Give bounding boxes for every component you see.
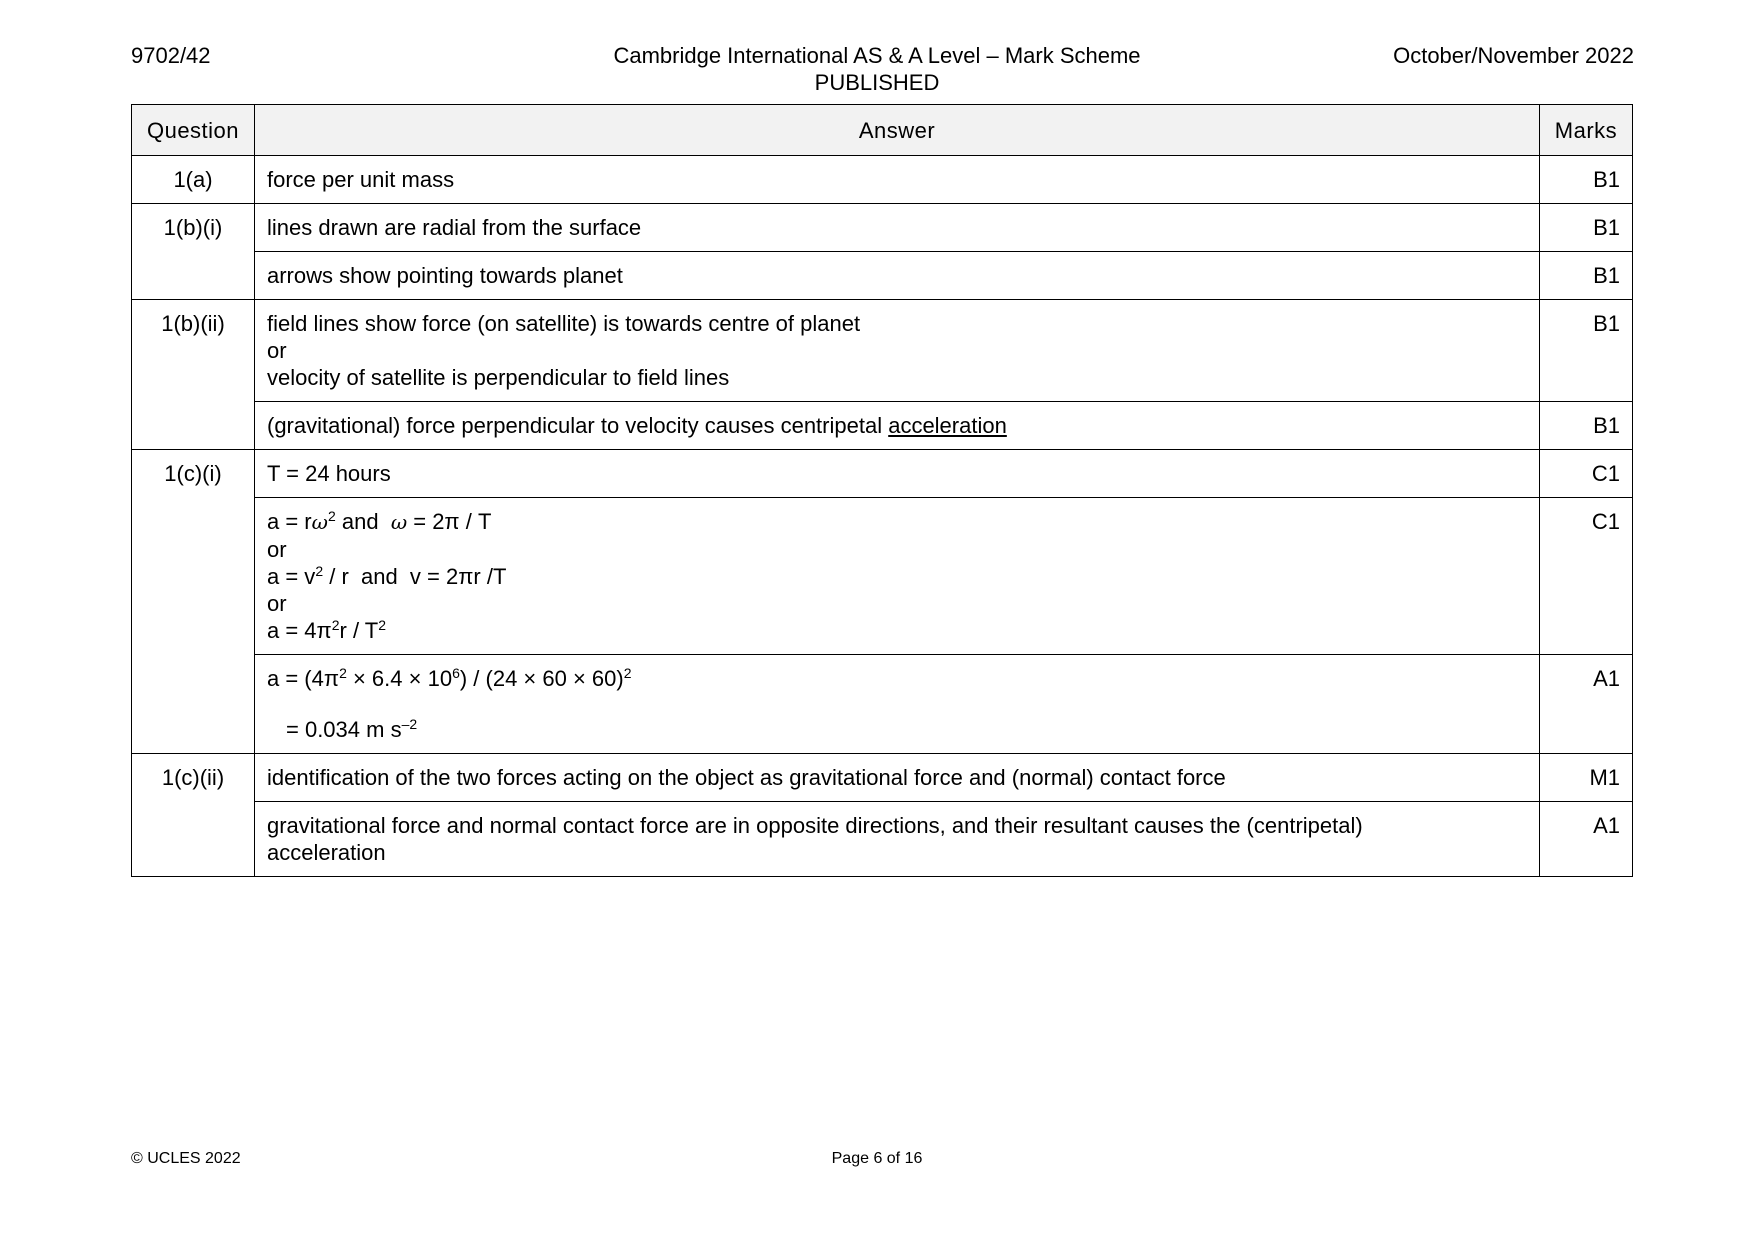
answer-column-header: Answer <box>255 105 1540 156</box>
mark-value: C1 <box>1540 450 1633 498</box>
mark-scheme-table <box>131 104 1633 877</box>
superscript: 2 <box>331 617 340 633</box>
table-row <box>132 655 1633 754</box>
equation-part: a = (4π <box>267 666 340 691</box>
equation-part: = 2π / T <box>407 509 492 534</box>
underlined-keyword: acceleration <box>888 413 1007 438</box>
mark-value: B1 <box>1540 204 1633 252</box>
table-header-row <box>132 105 1633 156</box>
equation-part: a = r <box>267 509 312 534</box>
superscript: –2 <box>401 716 418 732</box>
mark-value: M1 <box>1540 754 1633 802</box>
superscript: 2 <box>623 665 632 681</box>
question-number: 1(c)(i) <box>132 450 255 754</box>
equation-part: = 0.034 m s <box>286 717 402 742</box>
question-number: 1(a) <box>132 156 255 204</box>
question-column-header: Question <box>132 105 255 156</box>
mark-value: B1 <box>1540 156 1633 204</box>
equation-line <box>267 563 1527 590</box>
equation-part: r / T <box>339 618 379 643</box>
answer-line: acceleration <box>267 840 386 865</box>
answer-or: or <box>267 591 287 616</box>
mark-value: A1 <box>1540 802 1633 877</box>
table-row <box>132 204 1633 252</box>
equation-part: ) / (24 × 60 × 60) <box>459 666 624 691</box>
equation-line <box>267 508 1527 536</box>
superscript: 2 <box>378 617 387 633</box>
superscript: 2 <box>315 563 324 579</box>
omega-symbol: ω <box>390 510 408 534</box>
answer-cell <box>255 498 1540 655</box>
answer-text: lines drawn are radial from the surface <box>255 204 1540 252</box>
answer-text: identification of the two forces acting on the object as gravitational force and (normal) contact force <box>255 754 1540 802</box>
answer-cell <box>255 802 1540 877</box>
exam-session: October/November 2022 <box>1393 43 1634 68</box>
equation-line <box>267 617 1527 644</box>
answer-line: velocity of satellite is perpendicular to field lines <box>267 365 730 390</box>
table-row <box>132 754 1633 802</box>
mark-value: A1 <box>1540 655 1633 754</box>
table-row <box>132 252 1633 300</box>
copyright-notice: © UCLES 2022 <box>131 1150 241 1167</box>
paper-code: 9702/42 <box>131 43 211 68</box>
answer-text: force per unit mass <box>255 156 1540 204</box>
table-row <box>132 498 1633 655</box>
answer-line: gravitational force and normal contact force are in opposite directions, and their resultant causes the (centripetal) <box>267 813 1363 838</box>
table-row <box>132 300 1633 402</box>
equation-part: × 6.4 × 10 <box>346 666 453 691</box>
result-line <box>267 716 1527 743</box>
question-number: 1(c)(ii) <box>132 754 255 877</box>
answer-cell <box>255 655 1540 754</box>
equation-part: a = v <box>267 564 316 589</box>
answer-or: or <box>267 338 287 363</box>
equation-part: and <box>335 509 385 534</box>
document-title: Cambridge International AS & A Level – Mark Scheme <box>613 43 1141 68</box>
mark-value: B1 <box>1540 402 1633 450</box>
answer-text: T = 24 hours <box>255 450 1540 498</box>
page-number: Page 6 of 16 <box>831 1150 923 1167</box>
superscript: 6 <box>452 665 460 681</box>
superscript: 2 <box>327 508 336 524</box>
table-row <box>132 156 1633 204</box>
answer-or: or <box>267 537 287 562</box>
table-row <box>132 450 1633 498</box>
table-row <box>132 802 1633 877</box>
question-number: 1(b)(i) <box>132 204 255 300</box>
superscript: 2 <box>339 665 347 681</box>
answer-line: field lines show force (on satellite) is towards centre of planet <box>267 311 861 336</box>
document-subtitle: PUBLISHED <box>814 70 940 95</box>
omega-symbol: ω <box>311 510 328 534</box>
equation-part: / r and v = 2πr /T <box>323 564 507 589</box>
mark-value: C1 <box>1540 498 1633 655</box>
equation-part: a = 4π <box>267 618 332 643</box>
mark-value: B1 <box>1540 300 1633 402</box>
mark-value: B1 <box>1540 252 1633 300</box>
answer-text: arrows show pointing towards planet <box>255 252 1540 300</box>
answer-text: (gravitational) force perpendicular to velocity causes centripetal <box>267 413 889 438</box>
table-row <box>132 402 1633 450</box>
question-number: 1(b)(ii) <box>132 300 255 450</box>
answer-cell <box>255 300 1540 402</box>
answer-cell <box>255 402 1540 450</box>
equation-line <box>267 665 1527 692</box>
marks-column-header: Marks <box>1540 105 1633 156</box>
